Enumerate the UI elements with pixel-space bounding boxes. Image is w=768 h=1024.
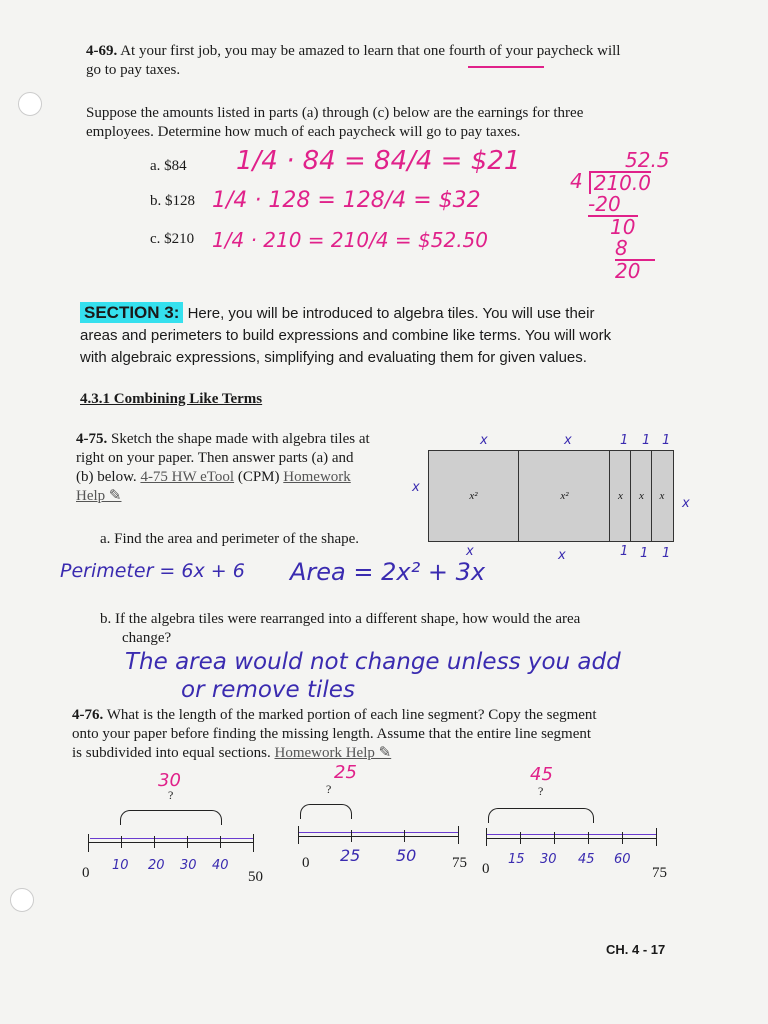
tile-x-squared: x² — [520, 451, 610, 541]
part-b-question: b. If the algebra tiles were rearranged into a different shape, how would the area change? — [100, 611, 581, 646]
page-footer: CH. 4 - 17 — [606, 942, 666, 957]
problem-text: go to pay taxes. — [86, 62, 181, 78]
segment-answer: 45 — [530, 764, 553, 785]
line-segment-3: 45 ? 0 15 30 45 60 75 — [482, 764, 667, 881]
problem-4-75: 4-75. Sketch the shape made with algebra tiles at right on your paper. Then answer parts (a) and (b) below. 4-75 HW eTool (CPM) Homework Help ✎ — [76, 430, 416, 506]
binder-hole-top — [18, 92, 42, 116]
binder-hole-bottom — [10, 888, 34, 912]
problem-4-76: 4-76. What is the length of the marked portion of each line segment? Copy the segment onto your paper before finding the missing length. Assume that the entire line segment is subdivided into equal sections. Homework Help ✎ — [72, 707, 597, 761]
long-division: 52.5 4 210.0 -20 10 8 20 — [570, 148, 670, 283]
homework-help-link[interactable]: Homework Help ✎ — [274, 745, 392, 761]
segment-answer: 30 — [158, 770, 181, 791]
intro-text: Suppose the amounts listed in parts (a) through (c) below are the earnings for three employees. Determine how much of each paycheck will go to pay taxes. — [86, 105, 584, 140]
area-answer: Area = 2x² + 3x — [290, 558, 486, 586]
tile-x-squared: x² — [429, 451, 519, 541]
part-c-label: c. $210 — [150, 231, 195, 247]
problem-number: 4-69. — [86, 43, 118, 59]
homework-help-link-cont[interactable]: Help ✎ — [76, 488, 122, 504]
perimeter-answer: Perimeter = 6x + 6 — [60, 560, 245, 582]
section-3-intro: SECTION 3: Here, you will be introduced to algebra tiles. You will use their areas and perimeters to build expressions and combine like terms. You will work with algebraic expressions, simplifying and evaluating them for given values. — [80, 303, 612, 366]
part-b-work: 1/4 · 128 = 128/4 = $32 — [212, 188, 481, 213]
problem-4-69 — [86, 42, 726, 80]
part-b-answer: The area would not change unless you add or remove tiles — [125, 649, 621, 703]
part-c-work: 1/4 · 210 = 210/4 = $52.50 — [212, 228, 488, 252]
etool-link[interactable]: 4-75 HW eTool — [140, 469, 235, 485]
part-a-label: a. $84 — [150, 158, 187, 174]
tile-x: x — [659, 490, 665, 502]
segment-answer: 25 — [334, 762, 357, 783]
part-a-work: 1/4 · 84 = 84/4 = $21 — [236, 146, 521, 176]
pink-underline — [468, 66, 544, 68]
tile-x: x — [611, 451, 631, 541]
algebra-tiles-shape — [428, 450, 674, 542]
lesson-heading: 4.3.1 Combining Like Terms — [80, 391, 263, 407]
part-b-label: b. $128 — [150, 193, 195, 209]
line-segment-1: 30 ? 0 10 20 30 40 50 — [82, 770, 263, 885]
problem-text: At your first job, you may be amazed to learn that one fourth of your paycheck will — [120, 43, 621, 59]
part-a-question: a. Find the area and perimeter of the shape. — [100, 531, 360, 547]
homework-help-link[interactable]: Homework — [283, 469, 351, 485]
tile-x: x — [632, 451, 652, 541]
section-badge: SECTION 3: — [80, 302, 183, 323]
line-segment-2: 25 ? 0 25 50 75 — [298, 762, 478, 882]
